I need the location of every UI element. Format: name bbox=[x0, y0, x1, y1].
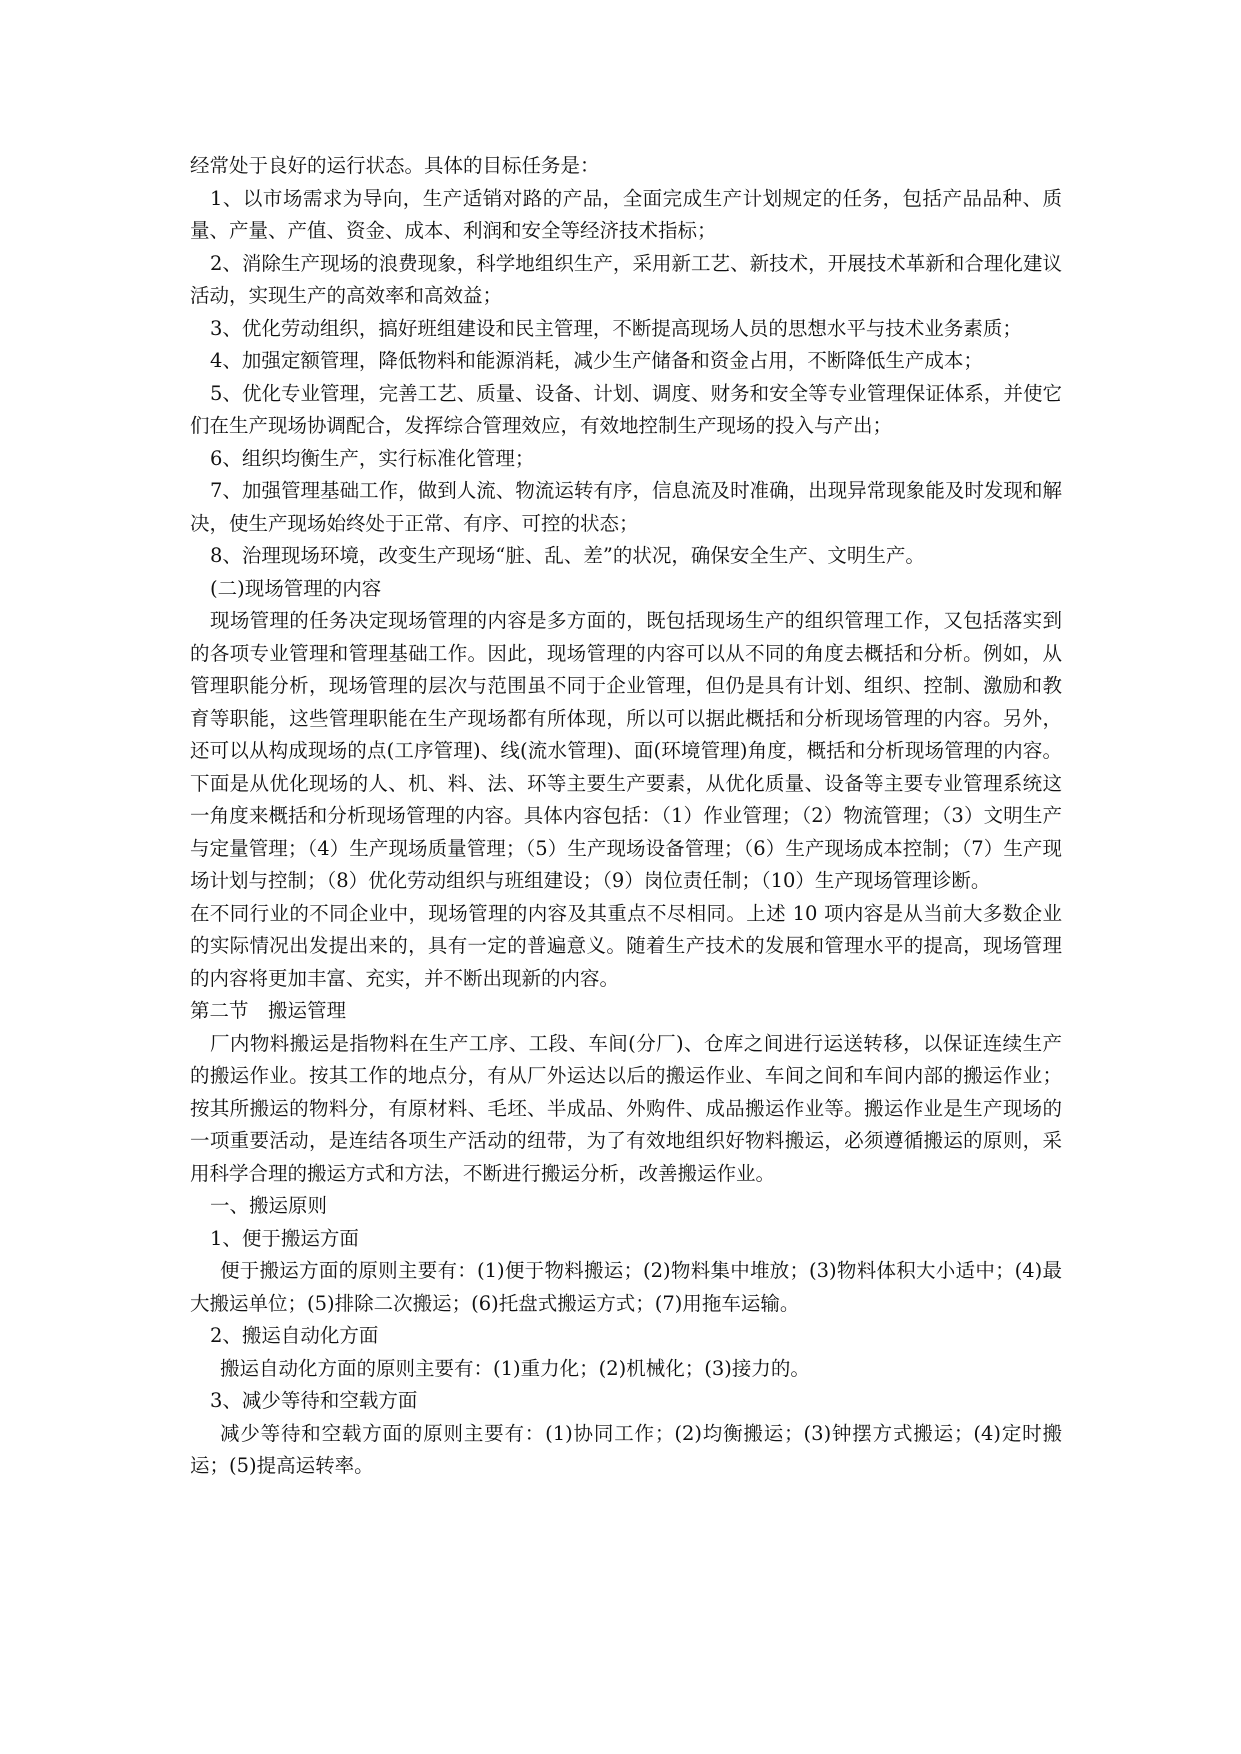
list-item-task-1: 1、以市场需求为导向，生产适销对路的产品，全面完成生产计划规定的任务，包括产品品种、质量、产量、产值、资金、成本、利润和安全等经济技术指标； bbox=[190, 186, 1062, 242]
subheading-principles: 一、搬运原则 bbox=[210, 1194, 328, 1217]
paragraph-convenience: 便于搬运方面的原则主要有：(1)便于物料搬运；(2)物料集中堆放；(3)物料体积大小适中；(4)最大搬运单位；(5)排除二次搬运；(6)托盘式搬运方式；(7)用拖车运输。 bbox=[190, 1259, 1062, 1315]
paragraph-handling: 厂内物料搬运是指物料在生产工序、工段、车间(分厂)、仓库之间进行运送转移，以保证连续生产的搬运作业。按其工作的地点分，有从厂外运达以后的搬运作业、车间之间和车间内部的搬运作业；按其所搬运的物料分，有原材料、毛坯、半成品、外购件、成品搬运作业等。搬运作业是生产现场的一项重要活动，是连结各项生产活动的纽带，为了有效地组织好物料搬运，必须遵循搬运的原则，采用科学合理的搬运方式和方法，不断进行搬运分析，改善搬运作业。 bbox=[190, 1031, 1062, 1185]
document-page bbox=[190, 150, 1062, 1483]
list-item-task-5: 5、优化专业管理，完善工艺、质量、设备、计划、调度、财务和安全等专业管理保证体系，并使它们在生产现场协调配合，发挥综合管理效应，有效地控制生产现场的投入与产出； bbox=[190, 381, 1062, 437]
subheading-automation: 2、搬运自动化方面 bbox=[210, 1324, 379, 1347]
paragraph-reduce-waiting: 减少等待和空载方面的原则主要有：(1)协同工作；(2)均衡搬运；(3)钟摆方式搬运；(4)定时搬运；(5)提高运转率。 bbox=[190, 1421, 1062, 1477]
paragraph-intro: 经常处于良好的运行状态。具体的目标任务是： bbox=[190, 154, 600, 177]
paragraph-industries: 在不同行业的不同企业中，现场管理的内容及其重点不尽相同。上述 10 项内容是从当前大多数企业的实际情况出发提出来的，具有一定的普遍意义。随着生产技术的发展和管理水平的提高，现场管理的内容将更加丰富、充实，并不断出现新的内容。 bbox=[190, 901, 1062, 990]
subheading-reduce-waiting: 3、减少等待和空载方面 bbox=[210, 1389, 418, 1412]
list-item-task-4: 4、加强定额管理，降低物料和能源消耗，减少生产储备和资金占用，不断降低生产成本； bbox=[210, 349, 983, 372]
paragraph-automation: 搬运自动化方面的原则主要有：(1)重力化；(2)机械化；(3)接力的。 bbox=[220, 1356, 810, 1380]
list-item-task-8: 8、治理现场环境，改变生产现场“脏、乱、差”的状况，确保安全生产、文明生产。 bbox=[210, 544, 925, 567]
section-heading-content: (二)现场管理的内容 bbox=[210, 576, 382, 600]
list-item-task-3: 3、优化劳动组织，搞好班组建设和民主管理，不断提高现场人员的思想水平与技术业务素质； bbox=[210, 316, 1022, 340]
list-item-task-7: 7、加强管理基础工作，做到人流、物流运转有序，信息流及时准确，出现异常现象能及时发现和解决，使生产现场始终处于正常、有序、可控的状态； bbox=[190, 479, 1062, 535]
list-item-task-2: 2、消除生产现场的浪费现象，科学地组织生产，采用新工艺、新技术，开展技术革新和合理化建议活动，实现生产的高效率和高效益； bbox=[190, 251, 1062, 307]
list-item-task-6: 6、组织均衡生产，实行标准化管理； bbox=[210, 446, 535, 470]
subheading-convenience: 1、便于搬运方面 bbox=[210, 1226, 359, 1250]
section-heading-handling: 第二节 搬运管理 bbox=[190, 999, 347, 1022]
paragraph-content: 现场管理的任务决定现场管理的内容是多方面的，既包括现场生产的组织管理工作，又包括落实到的各项专业管理和管理基础工作。因此，现场管理的内容可以从不同的角度去概括和分析。例如，从管理职能分析，现场管理的层次与范围虽不同于企业管理，但仍是具有计划、组织、控制、激励和教育等职能，这些管理职能在生产现场都有所体现，所以可以据此概括和分析现场管理的内容。另外，还可以从构成现场的点(工序管理)、线(流水管理)、面(环境管理)角度，概括和分析现场管理的内容。下面是从优化现场的人、机、料、法、环等主要生产要素，从优化质量、设备等主要专业管理系统这一角度来概括和分析现场管理的内容。具体内容包括：（1）作业管理；（2）物流管理；（3）文明生产与定量管理；（4）生产现场质量管理；（5）生产现场设备管理；（6）生产现场成本控制；（7）生产现场计划与控制；（8）优化劳动组织与班组建设；（9）岗位责任制；（10）生产现场管理诊断。 bbox=[190, 609, 1062, 892]
